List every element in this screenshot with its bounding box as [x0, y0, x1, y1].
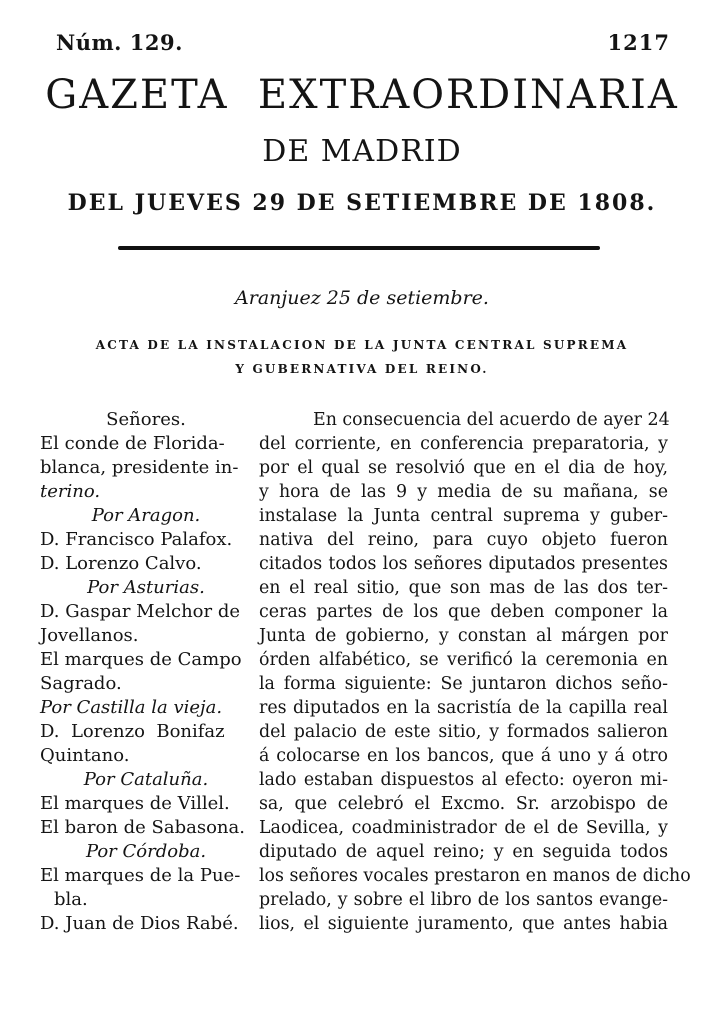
region-heading: Por Asturias. — [87, 577, 205, 598]
body-line: del palacio de este sitio, y formados salieron — [259, 722, 668, 742]
body-line: á colocarse en los bancos, que á uno y á otro — [259, 746, 668, 766]
body-line: Laodicea, coadministrador de el de Sevilla, y — [259, 818, 668, 838]
region-heading: Por Cataluña. — [83, 769, 209, 790]
member-entry: D. Juan de Dios Rabé. — [40, 913, 239, 934]
gazette-title: GAZETA EXTRAORDINARIA — [45, 72, 679, 118]
member-entry: El marques de Campo — [40, 649, 242, 670]
member-entry: D. Francisco Palafox. — [40, 529, 233, 550]
article-heading-line-1: ACTA DE LA INSTALACION DE LA JUNTA CENTRAL SUPREMA — [95, 338, 629, 352]
body-line: lios, el siguiente juramento, que antes habia — [259, 914, 668, 934]
page-number: 1217 — [607, 30, 670, 55]
body-line: citados todos los señores diputados presentes — [259, 554, 668, 574]
body-line: diputado de aquel reino; y en seguida todos — [259, 842, 668, 862]
member-entry: Jovellanos. — [40, 625, 139, 646]
member-entry: El marques de Villel. — [40, 793, 230, 814]
member-entry: bla. — [54, 889, 88, 910]
article-dateline: Aranjuez 25 de setiembre. — [235, 287, 489, 309]
header-rule — [118, 246, 600, 250]
member-entry: blanca, presidente in- — [40, 457, 239, 478]
region-heading: Por Córdoba. — [85, 841, 207, 862]
member-entry: D. Lorenzo Calvo. — [40, 553, 202, 574]
member-entry: El marques de la Pue- — [40, 865, 241, 886]
member-entry: Quintano. — [40, 745, 130, 766]
region-heading: Por Castilla la vieja. — [40, 697, 223, 718]
body-line: por el qual se resolvió que en el dia de hoy, — [259, 458, 668, 478]
body-line: prelado, y sobre el libro de los santos evange- — [259, 890, 668, 910]
member-entry: D. Gaspar Melchor de — [40, 601, 241, 622]
region-heading: Por Aragon. — [91, 505, 201, 526]
member-entry: terino. — [40, 481, 101, 502]
body-line: ceras partes de los que deben componer la — [259, 602, 668, 622]
body-line: lado estaban dispuestos al efecto: oyeron mi- — [259, 770, 668, 790]
body-line: sa, que celebró el Excmo. Sr. arzobispo de — [259, 794, 668, 814]
body-line: órden alfabético, se verificó la ceremonia en — [259, 650, 668, 670]
body-line: del corriente, en conferencia preparatoria, y — [259, 434, 668, 454]
body-line: en el real sitio, que son mas de las dos ter- — [259, 578, 668, 598]
body-line: los señores vocales prestaron en manos de dicho — [259, 866, 691, 886]
article-heading-line-2: Y GUBERNATIVA DEL REINO. — [235, 362, 489, 376]
member-entry: Sagrado. — [40, 673, 122, 694]
member-entry: El baron de Sabasona. — [40, 817, 245, 838]
members-heading: Señores. — [106, 409, 186, 430]
member-entry: El conde de Florida- — [40, 433, 225, 454]
body-line: la forma siguiente: Se juntaron dichos seño- — [259, 674, 668, 694]
body-line: y hora de las 9 y media de su mañana, se — [259, 482, 668, 502]
gazette-subtitle: DE MADRID — [262, 134, 462, 169]
body-line: Junta de gobierno, y constan al márgen por — [259, 626, 668, 646]
issue-number: Núm. 129. — [56, 30, 183, 55]
member-entry: D. Lorenzo Bonifaz — [40, 721, 225, 742]
body-line: En consecuencia del acuerdo de ayer 24 — [313, 410, 670, 430]
body-line: nativa del reino, para cuyo objeto fueron — [259, 530, 668, 550]
body-line: res diputados en la sacristía de la capilla real — [259, 698, 668, 718]
body-line: instalase la Junta central suprema y guber- — [259, 506, 668, 526]
issue-date: DEL JUEVES 29 DE SETIEMBRE DE 1808. — [67, 190, 657, 216]
